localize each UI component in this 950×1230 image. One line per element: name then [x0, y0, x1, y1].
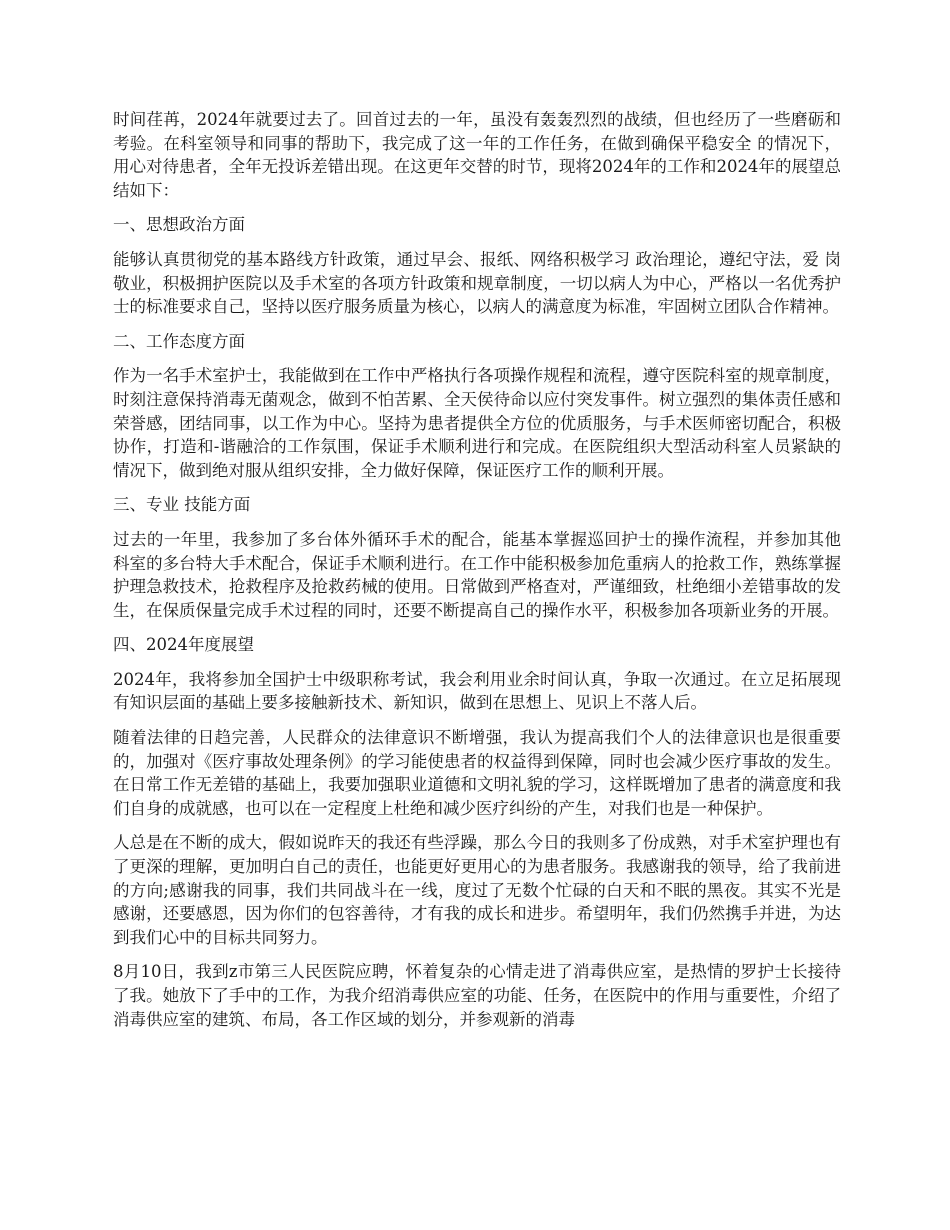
- intro-paragraph: 时间荏苒，2024年就要过去了。回首过去的一年，虽没有轰轰烈烈的战绩，但也经历了一些磨砺和考验。在科室领导和同事的帮助下，我完成了这一年的工作任务，在做到确保平稳安全 的情况下，用心对待患者，全年无投诉差错出现。在这更年交替的时节，现将2024年的工作和2024年的展望总结如下：: [113, 110, 841, 200]
- outlook-paragraph-1: 2024年，我将参加全国护士中级职称考试，我会利用业余时间认真，争取一次通过。在立足拓展现有知识层面的基础上要多接触新技术、新知识，做到在思想上、见识上不落人后。: [113, 669, 841, 713]
- section-heading-outlook: 四、2024年度展望: [113, 635, 254, 655]
- attitude-paragraph: 作为一名手术室护士，我能做到在工作中严格执行各项操作规程和流程，遵守医院科室的规章制度，时刻注意保持消毒无菌观念，做到不怕苦累、全天侯待命以应付突发事件。树立强烈的集体责任感和荣誉感，团结同事，以工作为中心。坚持为患者提供全方位的优质服务，与手术医师密切配合，积极协作，打造和-谐融洽的工作氛围，保证手术顺利进行和完成。在医院组织大型活动科室人员紧缺的情况下，做到绝对服从组织安排，全力做好保障，保证医疗工作的顺利开展。: [113, 366, 841, 480]
- section-heading-attitude: 二、工作态度方面: [113, 331, 245, 351]
- outlook-paragraph-2: 随着法律的日趋完善，人民群众的法律意识不断增强，我认为提高我们个人的法律意识也是很重要的，加强对《医疗事故处理条例》的学习能使患者的权益得到保障，同时也会减少医疗事故的发生。在日常工作无差错的基础上，我要加强职业道德和文明礼貌的学习，这样既增加了患者的满意度和我们自身的成就感，也可以在一定程度上杜绝和减少医疗纠纷的产生，对我们也是一种保护。: [113, 728, 841, 818]
- skills-paragraph: 过去的一年里，我参加了多台体外循环手术的配合，能基本掌握巡回护士的操作流程，并参加其他 科室的多台特大手术配合，保证手术顺利进行。在工作中能积极参加危重病人的抢救工作，熟练掌握护理急救技术，抢救程序及抢救药械的使用。日常做到严格查对，严谨细致，杜绝细小差错事故的发生，在保质保量完成手术过程的同时，还要不断提高自己的操作水平，积极参加各项新业务的开展。: [113, 529, 841, 620]
- section-heading-ideology: 一、思想政治方面: [113, 215, 245, 235]
- section-heading-skills: 三、专业 技能方面: [113, 495, 251, 515]
- supply-room-paragraph: 8月10日，我到z市第三人民医院应聘，怀着复杂的心情走进了消毒供应室，是热情的罗护士长接待了我。她放下了手中的工作，为我介绍消毒供应室的功能、任务，在医院中的作用与重要性，介绍了消毒供应室的建筑、布局，各工作区域的划分，并参观新的消毒: [113, 962, 841, 1029]
- ideology-paragraph: 能够认真贯彻党的基本路线方针政策，通过早会、报纸、网络积极学习 政治理论，遵纪守法，爱 岗敬业，积极拥护医院以及手术室的各项方针政策和规章制度，一切以病人为中心，严格以一名优秀护士的标准要求自己，坚持以医疗服务质量为核心，以病人的满意度为标准，牢固树立团队合作精神。: [113, 249, 841, 317]
- document-page: [113, 108, 841, 1042]
- outlook-paragraph-3: 人总是在不断的成大，假如说昨天的我还有些浮躁，那么今日的我则多了份成熟，对手术室护理也有了更深的理解，更加明白自己的责任，也能更好更用心的为患者服务。我感谢我的领导，给了我前进的方向;感谢我的同事，我们共同战斗在一线，度过了无数个忙碌的白天和不眠的黑夜。其实不光是感谢，还要感恩，因为你们的包容善待，才有我的成长和进步。希望明年，我们仍然携手并进，为达到我们心中的目标共同努力。: [113, 833, 841, 947]
